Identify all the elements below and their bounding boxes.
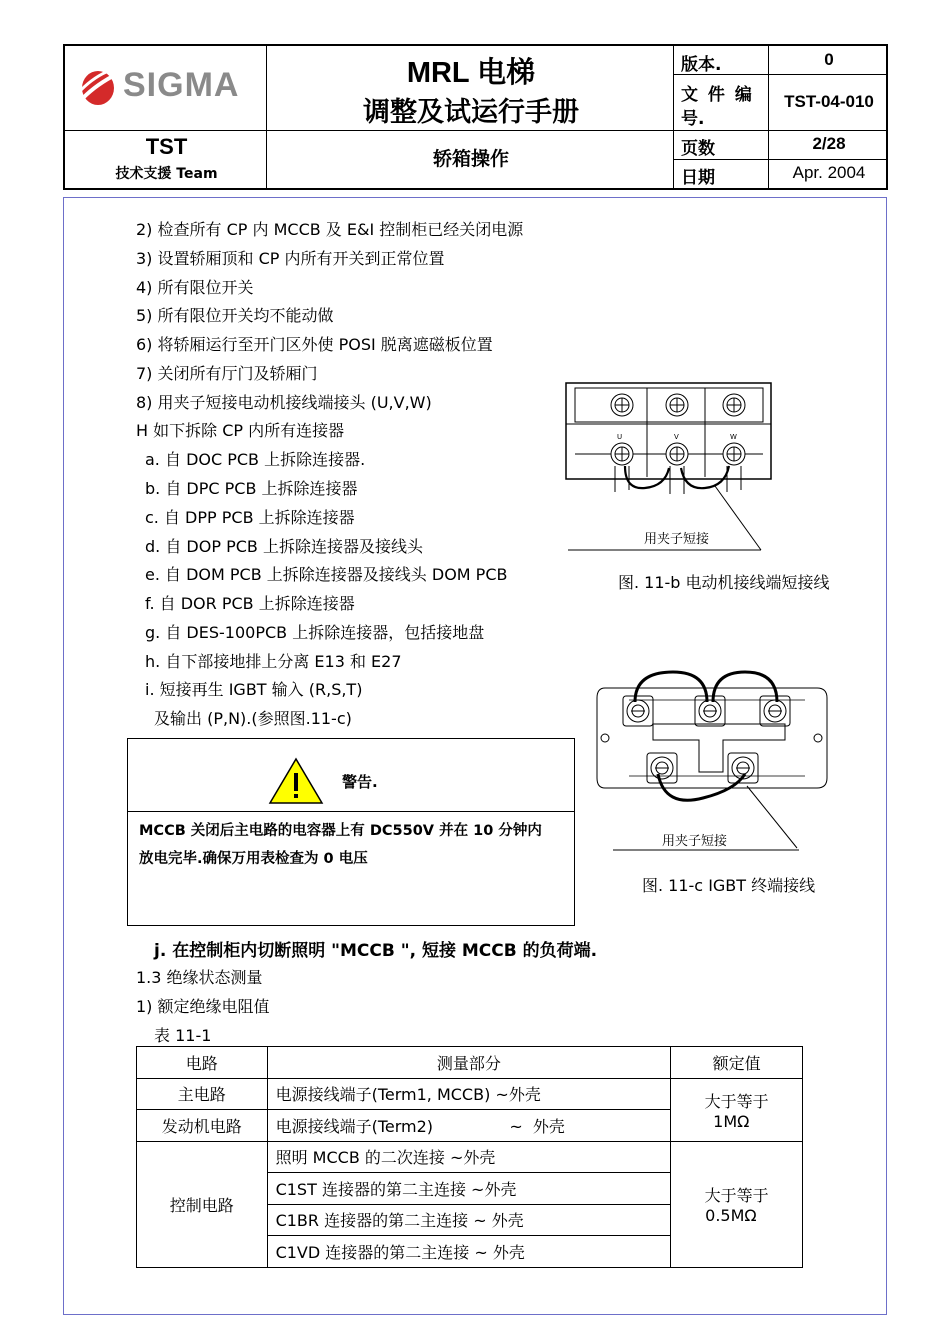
date-label: 日期 — [681, 168, 715, 188]
doc-no-label-2: 号. — [681, 109, 705, 129]
sigma-logo — [77, 66, 257, 110]
warning-line-2: 放电完毕.确保万用表检查为 0 电压 — [139, 851, 368, 867]
part-motor: 电源接线端子(Term2) ~ 外壳 — [267, 1110, 671, 1142]
part-control-3: C1BR 连接器的第二主连接 ~ 外壳 — [267, 1204, 671, 1236]
step-h: H 如下拆除 CP 内所有连接器 — [136, 421, 345, 440]
doc-no-label-1: 文 件 编 — [681, 85, 754, 105]
table-label: 表 11-1 — [154, 1026, 212, 1045]
version-label: 版本. — [681, 55, 722, 75]
table-row — [137, 1078, 803, 1110]
document-header — [63, 44, 888, 190]
logo-text: SIGMA — [123, 66, 240, 104]
step-6: 6) 将轿厢运行至开门区外使 POSI 脱离遮磁板位置 — [136, 335, 493, 354]
step-7: 7) 关闭所有厅门及轿厢门 — [136, 364, 318, 383]
fig-b-clip-label: 用夹子短接 — [644, 532, 710, 547]
warning-title: 警告. — [342, 773, 378, 791]
part-main: 电源接线端子(Term1, MCCB) ~外壳 — [267, 1078, 671, 1110]
circuit-control: 控制电路 — [137, 1141, 268, 1267]
step-5: 5) 所有限位开关均不能动做 — [136, 306, 334, 325]
terminal-u-label: U — [617, 433, 623, 441]
step-f: f. 自 DOR PCB 上拆除连接器 — [145, 594, 355, 613]
table-header-row — [137, 1047, 803, 1079]
step-g: g. 自 DES-100PCB 上拆除连接器，包括接地盘 — [145, 623, 485, 642]
step-i-cont: 及输出 (P,N).(参照图.11-c) — [154, 709, 352, 728]
rated-1-line2: 1MΩ — [713, 1111, 750, 1131]
section-1-3: 1.3 绝缘状态测量 — [136, 968, 263, 987]
step-c: c. 自 DPP PCB 上拆除连接器 — [145, 508, 355, 527]
fig-c-clip-label: 用夹子短接 — [662, 834, 728, 849]
header-circuit: 电路 — [137, 1047, 268, 1079]
rated-1 — [671, 1078, 803, 1141]
warning-box — [127, 738, 575, 926]
header-part: 测量部分 — [267, 1047, 671, 1079]
rated-2-line1: 大于等于 — [704, 1186, 769, 1205]
part-control-2: C1ST 连接器的第二主连接 ~外壳 — [267, 1173, 671, 1205]
pages-label: 页数 — [681, 139, 715, 159]
version-value: 0 — [824, 50, 834, 69]
table-row — [137, 1141, 803, 1173]
step-a: a. 自 DOC PCB 上拆除连接器. — [145, 450, 366, 469]
rated-2 — [671, 1141, 803, 1267]
part-control-1: 照明 MCCB 的二次连接 ~外壳 — [267, 1141, 671, 1173]
doc-title-line1: MRL 电梯 — [406, 57, 536, 89]
fig-b-caption: 图. 11-b 电动机接线端短接线 — [618, 573, 830, 592]
circuit-main: 主电路 — [137, 1078, 268, 1110]
warning-triangle-icon — [268, 757, 324, 805]
date-value: Apr. 2004 — [792, 163, 866, 182]
part-control-4: C1VD 连接器的第二主连接 ~ 外壳 — [267, 1236, 671, 1268]
step-i: i. 短接再生 IGBT 输入 (R,S,T) — [145, 680, 363, 699]
step-j: j. 在控制柜内切断照明 "MCCB ", 短接 MCCB 的负荷端. — [154, 941, 598, 961]
step-e: e. 自 DOM PCB 上拆除连接器及接线头 DOM PCB — [145, 565, 508, 584]
fig-c-caption: 图. 11-c IGBT 终端接线 — [642, 876, 816, 895]
terminal-v-label: V — [674, 433, 679, 441]
team-name: TST — [145, 134, 188, 159]
sigma-logo-icon — [77, 68, 119, 108]
step-3: 3) 设置轿厢顶和 CP 内所有开关到正常位置 — [136, 249, 445, 268]
step-h-lower: h. 自下部接地排上分离 E13 和 E27 — [145, 652, 402, 671]
item-1: 1) 额定绝缘电阻值 — [136, 997, 270, 1016]
doc-title-line2: 调整及试运行手册 — [363, 97, 579, 128]
rated-2-line2: 0.5MΩ — [705, 1206, 757, 1225]
pages-value: 2/28 — [812, 134, 846, 153]
rated-1-line1: 大于等于 — [704, 1091, 769, 1111]
step-b: b. 自 DPC PCB 上拆除连接器 — [145, 479, 358, 498]
step-8: 8) 用夹子短接电动机接线端接头 (U,V,W) — [136, 393, 432, 412]
section-title: 轿箱操作 — [432, 148, 509, 170]
step-d: d. 自 DOP PCB 上拆除连接器及接线头 — [145, 537, 423, 556]
insulation-table — [136, 1046, 803, 1268]
doc-no-value: TST-04-010 — [784, 92, 874, 111]
step-4: 4) 所有限位开关 — [136, 278, 254, 297]
circuit-motor: 发动机电路 — [137, 1110, 268, 1142]
header-rated: 额定值 — [671, 1047, 803, 1079]
warning-line-1: MCCB 关闭后主电路的电容器上有 DC550V 并在 10 分钟内 — [139, 823, 542, 839]
step-2: 2) 检查所有 CP 内 MCCB 及 E&I 控制柜已经关闭电源 — [136, 220, 524, 239]
team-subtitle: 技术支援 Team — [115, 166, 218, 182]
terminal-w-label: W — [730, 433, 737, 441]
